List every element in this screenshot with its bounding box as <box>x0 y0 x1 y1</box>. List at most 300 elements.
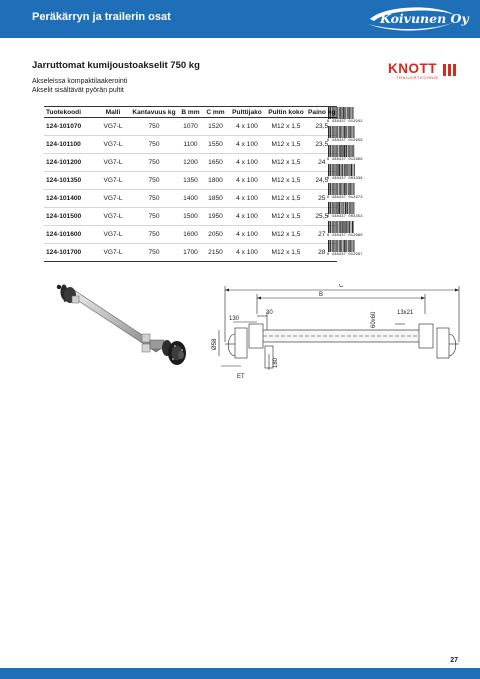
barcode <box>327 240 363 259</box>
barcode-bars <box>327 126 355 138</box>
barcode-bar <box>346 145 347 157</box>
cell-c: 1950 <box>203 208 228 226</box>
barcode-bars <box>327 183 355 195</box>
barcode-bar <box>349 202 350 214</box>
barcode-bar <box>346 126 347 138</box>
barcode-bar <box>350 107 351 119</box>
cell-bolt: M12 x 1,5 <box>266 136 306 154</box>
barcode-bar <box>328 202 329 214</box>
barcode-bar <box>344 164 345 176</box>
table-header-row <box>44 107 337 118</box>
table-row <box>44 136 337 154</box>
barcode-bars <box>327 221 355 233</box>
barcode-bar <box>354 126 355 138</box>
product-title: Jarruttomat kumijoustoakselit 750 kg <box>32 60 200 71</box>
cell-model: VG7-L <box>96 208 130 226</box>
barcode-bar <box>353 183 354 195</box>
barcode-bar <box>333 221 334 233</box>
barcode-bar <box>329 107 330 119</box>
barcode-bar <box>334 183 335 195</box>
barcode-bar <box>338 126 339 138</box>
barcode-bar <box>338 164 339 176</box>
barcode-bar <box>346 240 347 252</box>
barcode-bar <box>339 240 340 252</box>
table-row <box>44 244 337 262</box>
barcode-bar <box>348 164 349 176</box>
dim-label-30: 30 <box>266 310 273 316</box>
barcode-bar <box>338 145 339 157</box>
barcode-bar <box>340 107 341 119</box>
cell-model: VG7-L <box>96 226 130 244</box>
barcode-bar <box>352 221 353 233</box>
barcode-bar <box>333 240 334 252</box>
cell-model: VG7-L <box>96 118 130 136</box>
cell-c: 1650 <box>203 154 228 172</box>
barcode-bar <box>344 145 345 157</box>
table-row <box>44 190 337 208</box>
cell-weight: 25 <box>306 190 337 208</box>
barcode-bar <box>332 202 333 214</box>
barcode-number: 6 438437 012997 <box>327 252 363 257</box>
dim-label-13x21: 13x21 <box>397 310 414 316</box>
knott-logo-word: KNOTT <box>388 61 437 76</box>
dim-label-b: B <box>319 292 324 298</box>
col-header-c: C mm <box>203 107 228 118</box>
table-row <box>44 154 337 172</box>
barcode-bar <box>351 183 352 195</box>
barcode-bar <box>333 164 334 176</box>
barcode-bar <box>350 126 351 138</box>
cell-capacity: 750 <box>130 154 178 172</box>
barcode-bar <box>340 183 341 195</box>
barcode-bar <box>330 164 331 176</box>
cell-bolt: M12 x 1,5 <box>266 226 306 244</box>
cell-model: VG7-L <box>96 154 130 172</box>
cell-code: 124-101600 <box>44 226 96 244</box>
barcode-bar <box>339 107 340 119</box>
barcode-bar <box>351 240 352 252</box>
cell-code: 124-101700 <box>44 244 96 262</box>
cell-bolt: M12 x 1,5 <box>266 208 306 226</box>
barcode-bar <box>340 240 341 252</box>
barcode-bar <box>328 164 329 176</box>
barcode-bar <box>335 202 336 214</box>
cell-code: 124-101500 <box>44 208 96 226</box>
barcode-bar <box>336 145 337 157</box>
barcode-bar <box>340 126 341 138</box>
barcode-bar <box>348 126 349 138</box>
barcode-bar <box>354 240 355 252</box>
barcode-bar <box>349 183 350 195</box>
dim-label-et: ET <box>237 374 245 380</box>
barcode-bar <box>342 202 343 214</box>
barcode-number: 6 438437 012966 <box>327 157 363 162</box>
barcode-bar <box>343 202 344 214</box>
cell-code: 124-101400 <box>44 190 96 208</box>
barcode-bar <box>339 202 340 214</box>
barcode-bar <box>345 107 346 119</box>
cell-b: 1600 <box>178 226 203 244</box>
section-title: Peräkärryn ja trailerin osat <box>32 11 171 23</box>
barcode-bar <box>335 145 336 157</box>
barcode-bar <box>347 164 348 176</box>
barcode-bar <box>330 183 331 195</box>
barcode-bar <box>332 145 333 157</box>
cell-pcd: 4 x 100 <box>228 208 266 226</box>
barcode-bar <box>352 145 353 157</box>
barcode-bar <box>334 221 335 233</box>
barcode-bar <box>343 183 344 195</box>
barcode-bar <box>349 240 350 252</box>
barcode-bar <box>349 126 350 138</box>
barcode-bar <box>343 126 344 138</box>
cell-pcd: 4 x 100 <box>228 244 266 262</box>
barcode-bar <box>334 126 335 138</box>
barcode-bar <box>352 202 353 214</box>
barcode-bar <box>341 164 342 176</box>
dim-label-60x60: 60x60 <box>371 311 377 328</box>
barcode-bar <box>349 164 350 176</box>
barcode-bar <box>335 240 336 252</box>
cell-capacity: 750 <box>130 172 178 190</box>
cell-pcd: 4 x 100 <box>228 154 266 172</box>
barcode-bar <box>354 145 355 157</box>
cell-b: 1400 <box>178 190 203 208</box>
barcode-bar <box>341 145 342 157</box>
barcode-bar <box>353 164 354 176</box>
barcode-bar <box>342 221 343 233</box>
barcode-bar <box>345 221 346 233</box>
product-description-2: Akselit sisältävät pyörän pultit <box>32 87 124 94</box>
barcode-bar <box>345 202 346 214</box>
barcode-bar <box>340 221 341 233</box>
barcode-bar <box>349 145 350 157</box>
barcode-bar <box>329 145 330 157</box>
barcode-bars <box>327 240 355 252</box>
barcode-bar <box>346 221 347 233</box>
barcode-bar <box>339 145 340 157</box>
barcode-bar <box>343 107 344 119</box>
barcode-bar <box>328 183 329 195</box>
barcode-bar <box>336 164 337 176</box>
barcode-bar <box>329 240 330 252</box>
barcode-bar <box>328 126 329 138</box>
barcode <box>327 183 363 202</box>
barcode-bar <box>334 202 335 214</box>
barcode-bar <box>346 183 347 195</box>
barcode-number: 6 438437 012959 <box>327 138 363 143</box>
barcode-bar <box>339 164 340 176</box>
barcode-bar <box>347 221 348 233</box>
col-header-code: Tuotekoodi <box>44 107 96 118</box>
barcode <box>327 126 363 145</box>
barcode-bar <box>342 107 343 119</box>
barcode-bar <box>333 145 334 157</box>
barcode-bar <box>330 240 331 252</box>
cell-bolt: M12 x 1,5 <box>266 172 306 190</box>
barcode-number: 6 438437 003339 <box>327 176 363 181</box>
cell-b: 1500 <box>178 208 203 226</box>
cell-model: VG7-L <box>96 172 130 190</box>
barcode-bar <box>345 164 346 176</box>
barcode-bar <box>330 202 331 214</box>
company-logo-text: Koivunen Oy <box>380 11 469 26</box>
cell-code: 124-101070 <box>44 118 96 136</box>
barcode-bar <box>349 221 350 233</box>
barcode-column <box>327 107 363 259</box>
cell-b: 1070 <box>178 118 203 136</box>
barcode-bar <box>332 183 333 195</box>
barcode-bar <box>354 164 355 176</box>
barcode-bar <box>336 202 337 214</box>
barcode-bar <box>354 183 355 195</box>
barcode-bar <box>346 240 347 252</box>
barcode-bar <box>349 107 350 119</box>
table-row <box>44 172 337 190</box>
cell-c: 1550 <box>203 136 228 154</box>
barcode-bar <box>329 202 330 214</box>
cell-c: 2050 <box>203 226 228 244</box>
barcode-bar <box>332 107 333 119</box>
cell-model: VG7-L <box>96 136 130 154</box>
barcode-bar <box>346 126 347 138</box>
barcode-bar <box>348 221 349 233</box>
barcode-bar <box>332 240 333 252</box>
barcode-bar <box>351 145 352 157</box>
barcode-bar <box>333 107 334 119</box>
barcode-bars <box>327 145 355 157</box>
cell-weight: 25,5 <box>306 208 337 226</box>
barcode-bar <box>335 164 336 176</box>
barcode <box>327 202 363 221</box>
barcode-number: 6 438437 003353 <box>327 214 363 219</box>
barcode-bar <box>351 221 352 233</box>
barcode-bar <box>341 221 342 233</box>
cell-model: VG7-L <box>96 244 130 262</box>
barcode-bar <box>341 126 342 138</box>
cell-weight: 23,5 <box>306 136 337 154</box>
cell-capacity: 750 <box>130 208 178 226</box>
cell-model: VG7-L <box>96 190 130 208</box>
barcode-number: 6 438437 012980 <box>327 233 363 238</box>
cell-c: 2150 <box>203 244 228 262</box>
dim-label-c: C <box>339 284 344 289</box>
barcode-bar <box>345 107 346 119</box>
barcode-bar <box>332 221 333 233</box>
barcode-bar <box>339 221 340 233</box>
cell-weight: 24 <box>306 154 337 172</box>
cell-c: 1850 <box>203 190 228 208</box>
cell-pcd: 4 x 100 <box>228 118 266 136</box>
barcode-bar <box>350 183 351 195</box>
barcode-bar <box>353 126 354 138</box>
barcode-bar <box>348 240 349 252</box>
barcode-bar <box>334 145 335 157</box>
barcode <box>327 107 363 126</box>
barcode-bar <box>336 221 337 233</box>
cell-pcd: 4 x 100 <box>228 172 266 190</box>
cell-capacity: 750 <box>130 190 178 208</box>
barcode-bar <box>351 164 352 176</box>
cell-code: 124-101200 <box>44 154 96 172</box>
knott-logo <box>386 62 458 80</box>
barcode-bar <box>348 145 349 157</box>
barcode-bar <box>353 221 354 233</box>
barcode-bar <box>330 145 331 157</box>
knott-logo-tagline: TRAILERTECHNIK <box>396 75 439 80</box>
barcode-bar <box>341 240 342 252</box>
barcode-bar <box>328 221 329 233</box>
cell-weight: 23,5 <box>306 118 337 136</box>
barcode-bar <box>341 107 342 119</box>
barcode <box>327 164 363 183</box>
cell-b: 1100 <box>178 136 203 154</box>
barcode-bar <box>336 183 337 195</box>
cell-b: 1200 <box>178 154 203 172</box>
barcode-bar <box>328 145 329 157</box>
cell-b: 1350 <box>178 172 203 190</box>
cell-bolt: M12 x 1,5 <box>266 154 306 172</box>
barcode-bar <box>344 221 345 233</box>
barcode-bar <box>344 183 345 195</box>
barcode-bar <box>330 126 331 138</box>
col-header-capacity: Kantavuus kg <box>130 107 178 118</box>
barcode-bar <box>350 164 351 176</box>
barcode-bar <box>335 221 336 233</box>
barcode-bar <box>346 202 347 214</box>
barcode-number: 6 438437 012973 <box>327 195 363 200</box>
barcode-bar <box>338 107 339 119</box>
page-number: 27 <box>450 657 458 664</box>
barcode-bar <box>353 240 354 252</box>
barcode-bar <box>335 183 336 195</box>
barcode-bar <box>336 126 337 138</box>
barcode-bar <box>350 240 351 252</box>
cell-bolt: M12 x 1,5 <box>266 190 306 208</box>
cell-capacity: 750 <box>130 136 178 154</box>
barcode-bar <box>339 126 340 138</box>
barcode-bar <box>329 164 330 176</box>
dim-label-180: 180 <box>273 357 279 368</box>
barcode-bar <box>335 107 336 119</box>
barcode-bar <box>343 145 344 157</box>
barcode-bar <box>336 240 337 252</box>
dim-label-58: Ø58 <box>212 338 218 350</box>
barcode-bar <box>347 107 348 119</box>
table-row <box>44 118 337 136</box>
barcode-bar <box>334 164 335 176</box>
barcode-bar <box>350 145 351 157</box>
barcode-bar <box>334 240 335 252</box>
barcode-bar <box>333 126 334 138</box>
barcode-bar <box>348 107 349 119</box>
table-row <box>44 208 337 226</box>
barcode-number: 6 438437 012942 <box>327 119 363 124</box>
col-header-bolt: Pultin koko <box>266 107 306 118</box>
cell-c: 1800 <box>203 172 228 190</box>
cell-pcd: 4 x 100 <box>228 226 266 244</box>
barcode-bar <box>338 183 339 195</box>
barcode <box>327 221 363 240</box>
header-bar <box>0 0 480 38</box>
cell-pcd: 4 x 100 <box>228 136 266 154</box>
barcode-bar <box>343 240 344 252</box>
barcode-bar <box>344 126 345 138</box>
cell-capacity: 750 <box>130 118 178 136</box>
table-row <box>44 226 337 244</box>
barcode-bar <box>340 145 341 157</box>
cell-b: 1700 <box>178 244 203 262</box>
col-header-pcd: Pulttijako <box>228 107 266 118</box>
knott-logo-mark <box>442 63 458 77</box>
barcode-bar <box>351 126 352 138</box>
barcode-bar <box>350 202 351 214</box>
dim-label-130: 130 <box>229 316 240 322</box>
barcode-bar <box>347 202 348 214</box>
col-header-model: Malli <box>96 107 130 118</box>
barcode-bar <box>333 202 334 214</box>
cell-capacity: 750 <box>130 226 178 244</box>
barcode-bar <box>334 107 335 119</box>
cell-c: 1520 <box>203 118 228 136</box>
barcode-bar <box>329 183 330 195</box>
barcode-bar <box>330 107 331 119</box>
barcode-bar <box>353 202 354 214</box>
product-description-1: Akseleissa kompaktilaakerointi <box>32 78 128 85</box>
company-logo <box>366 6 469 32</box>
barcode-bar <box>348 183 349 195</box>
barcode-bar <box>329 126 330 138</box>
barcode-bar <box>341 202 342 214</box>
cell-capacity: 750 <box>130 244 178 262</box>
cell-weight: 24,5 <box>306 172 337 190</box>
barcode-bar <box>338 202 339 214</box>
barcode-bar <box>328 240 329 252</box>
barcode-bar <box>346 183 347 195</box>
axle-product-image <box>46 282 196 377</box>
barcode-bar <box>338 240 339 252</box>
cell-weight: 28 <box>306 244 337 262</box>
barcode-bar <box>351 202 352 214</box>
barcode-bar <box>338 221 339 233</box>
barcode-bar <box>339 183 340 195</box>
barcode-bars <box>327 164 355 176</box>
barcode-bars <box>327 107 355 119</box>
cell-bolt: M12 x 1,5 <box>266 118 306 136</box>
barcode-bar <box>335 126 336 138</box>
barcode-bar <box>345 145 346 157</box>
barcode-bar <box>336 107 337 119</box>
cell-bolt: M12 x 1,5 <box>266 244 306 262</box>
cell-pcd: 4 x 100 <box>228 190 266 208</box>
barcode-bar <box>332 164 333 176</box>
barcode-bar <box>353 107 354 119</box>
col-header-b: B mm <box>178 107 203 118</box>
cell-weight: 27 <box>306 226 337 244</box>
barcode-bar <box>328 107 329 119</box>
barcode-bar <box>332 126 333 138</box>
barcode-bar <box>342 164 343 176</box>
barcode-bar <box>333 183 334 195</box>
barcode-bars <box>327 202 355 214</box>
cell-code: 124-101100 <box>44 136 96 154</box>
barcode-bar <box>330 221 331 233</box>
barcode-bar <box>344 240 345 252</box>
barcode-bar <box>352 107 353 119</box>
barcode-bar <box>329 221 330 233</box>
col-header-weight: Paino kg <box>308 108 336 116</box>
axle-technical-drawing <box>205 284 465 394</box>
